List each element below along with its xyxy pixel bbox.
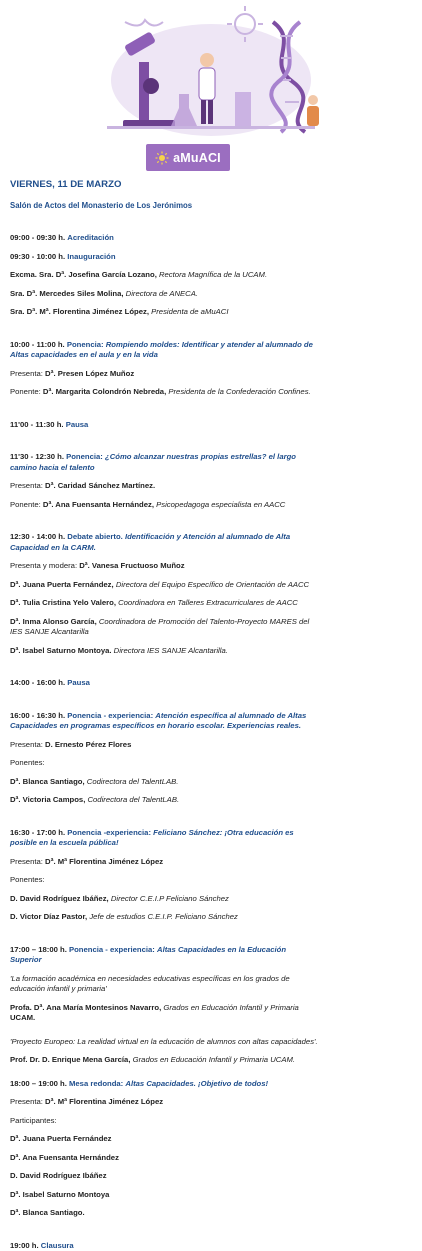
list-item: Presenta: Dª. Mª Florentina Jiménez López [10,1097,416,1108]
list-item: Ponente: Dª. Ana Fuensanta Hernández, Psicopedagoga especialista en AACC [10,500,416,511]
session-accreditation: 09:00 - 09:30 h. Acreditación [10,233,416,244]
list-item: Ponentes: [10,758,416,769]
event-venue: Salón de Actos del Monasterio de Los Jerónimos [10,200,416,211]
list-item: Dª. Tulia Cristina Yelo Valero, Coordinadora en Talleres Extracurriculares de AACC [10,598,416,609]
amuaci-logo [146,144,230,171]
list-item: Excma. Sra. Dª. Josefina García Lozano, Rectora Magnífica de la UCAM. [10,270,416,281]
session-inauguration: 09:30 - 10:00 h. Inauguración [10,252,416,263]
list-item: Dª. Isabel Saturno Montoya [10,1190,416,1201]
session-break-1: 11'00 - 11:30 h. Pausa [10,420,416,431]
science-illustration-icon [95,2,327,140]
list-item: Dª. Victoria Campos, Codirectora del TalentLAB. [10,795,416,806]
list-item: Presenta: D. Ernesto Pérez Flores [10,740,416,751]
list-item: Dª. Isabel Saturno Montoya. Directora IES SANJE Alcantarilla. [10,646,416,657]
session-debate: 12:30 - 14:00 h. Debate abierto. Identificación y Atención al alumnado de Alta [10,532,416,543]
list-item: Sra. Dª. Mª. Florentina Jiménez López, Presidenta de aMuACI [10,307,416,318]
session-experience-3: 17:00 – 18:00 h. Ponencia - experiencia: Altas Capacidades en la Educación [10,945,416,956]
list-item: D. David Rodríguez Ibáñez [10,1171,416,1182]
program: VIERNES, 11 DE MARZO Salón de Actos del Monasterio de Los Jerónimos 09:00 - 09:30 h. Acreditación 09:30 - 10:00 h. Inauguración Excma. Sra. Dª. Josefina García Lozano, Rectora Magnífica de la UCAM. Sra. Dª. Mercedes Siles Molina, Directora de ANECA. Sra. Dª. Mª. Florentina Jiménez López, Presidenta de aMuACI 10:00 - 11:00 h. Ponencia: Rompiendo moldes: Identificar y atender al alumnado de Altas capacidades en el aula y en la vida Presenta: Dª. Presen López Muñoz Ponente: Dª. Margarita Colondrón Nebreda, Presidenta de la Confederación Confines. 11'00 - 11:30 h. Pausa 11'30 - 12:30 h. Ponencia: ¿Cómo alcanzar nuestras propias estrellas? el largo camino hacia el talento Presenta: Dª. Caridad Sánchez Martínez. Ponente: Dª. Ana Fuensanta Hernández, Psicopedagoga especialista en AACC 12:30 - 14:00 h. Debate abierto. Identificación y Atención al alumnado de Alta Capacidad en la CARM. Presenta y modera: Dª. Vanesa Fructuoso Muñoz Dª. Juana Puerta Fernández, Directora del Equipo Específico de Orientación de AACC Dª. Tulia Cristina Yelo Valero, Coordinadora en Talleres Extracurriculares de AACC Dª. Inma Alonso García, Coordinadora de Promoción del Talento-Proyecto MARES del IES SANJE Alcantarilla Dª. Isabel Saturno Montoya. Directora IES SANJE Alcantarilla. 14:00 - 16:00 h. Pausa 16:00 - 16:30 h. Ponencia - experiencia: Atención específica al alumnado de Altas Capacidades en programas específicos en horario escolar. Experiencias reales. Presenta: D. Ernesto Pérez Flores Ponentes: Dª. Blanca Santiago, Codirectora del TalentLAB. Dª. Victoria Campos, Codirectora del TalentLAB. 16:30 - 17:00 h. Ponencia -experiencia: Feliciano Sánchez: ¡Otra educación es posible en la escuela pública! Presenta: Dª. Mª Florentina Jiménez López Ponentes: D. David Rodríguez Ibáñez, Director C.E.I.P Feliciano Sánchez D. Victor Díaz Pastor, Jefe de estudios C.E.I.P. Feliciano Sánchez 17:00 – 18:00 h. Ponencia - experiencia: Altas Capacidades en la Educación Superior 'La formación académica en necesidades educativas específicas en los grados de educación infantil y primaria' Profa. Dª. Ana María Montesinos Navarro, Grados en Educación Infantil y Primaria UCAM. 'Proyecto Europeo: La realidad virtual en la educación de alumnos con altas capacidades'. Prof. Dr. D. Enrique Mena García, Grados en Educación Infantil y Primaria UCAM. 18:00 – 19:00 h. Mesa redonda: Altas Capacidades. ¡Objetivo de todos! Presenta: Dª. Mª Florentina Jiménez López Participantes: Dª. Juana Puerta Fernández Dª. Ana Fuensanta Hernández D. David Rodríguez Ibáñez Dª. Isabel Saturno Montoya Dª. Blanca Santiago. 19:00 h. Clausura [10,178,416,1251]
list-item: Dª. Blanca Santiago, Codirectora del TalentLAB. [10,777,416,788]
event-date: VIERNES, 11 DE MARZO [10,178,416,191]
sun-icon [155,151,169,165]
session-closing: 19:00 h. Clausura [10,1241,416,1251]
list-item: Ponente: Dª. Margarita Colondrón Nebreda, Presidenta de la Confederación Confines. [10,387,416,398]
session-break-2: 14:00 - 16:00 h. Pausa [10,678,416,689]
list-item: Ponentes: [10,875,416,886]
list-item: Profa. Dª. Ana María Montesinos Navarro, Grados en Educación Infantil y Primaria [10,1003,416,1014]
session-experience-2: 16:30 - 17:00 h. Ponencia -experiencia: Feliciano Sánchez: ¡Otra educación es [10,828,416,839]
list-item: Sra. Dª. Mercedes Siles Molina, Directora de ANECA. [10,289,416,300]
list-item: D. Victor Díaz Pastor, Jefe de estudios C.E.I.P. Feliciano Sánchez [10,912,416,923]
list-item: Presenta y modera: Dª. Vanesa Fructuoso Muñoz [10,561,416,572]
list-item: Dª. Juana Puerta Fernández, Directora del Equipo Específico de Orientación de AACC [10,580,416,591]
list-item: Prof. Dr. D. Enrique Mena García, Grados en Educación Infantil y Primaria UCAM. [10,1055,416,1066]
talk-quote: 'La formación académica en necesidades educativas específicas en los grados de [10,974,416,985]
talk-quote: 'Proyecto Europeo: La realidad virtual en la educación de alumnos con altas capacidades'. [10,1037,416,1048]
list-item: D. David Rodríguez Ibáñez, Director C.E.I.P Feliciano Sánchez [10,894,416,905]
session-experience-1: 16:00 - 16:30 h. Ponencia - experiencia: Atención específica al alumnado de Altas [10,711,416,722]
list-item: Dª. Juana Puerta Fernández [10,1134,416,1145]
session-talk-2: 11'30 - 12:30 h. Ponencia: ¿Cómo alcanzar nuestras propias estrellas? el largo [10,452,416,463]
session-talk-1: 10:00 - 11:00 h. Ponencia: Rompiendo moldes: Identificar y atender al alumnado de [10,340,416,351]
list-item: Dª. Ana Fuensanta Hernández [10,1153,416,1164]
session-round-table: 18:00 – 19:00 h. Mesa redonda: Altas Capacidades. ¡Objetivo de todos! [10,1079,416,1090]
list-item: Dª. Blanca Santiago. [10,1208,416,1219]
logo-text: aMuACI [173,151,221,165]
list-item: Dª. Inma Alonso García, Coordinadora de Promoción del Talento-Proyecto MARES del [10,617,416,628]
list-item: Presenta: Dª. Mª Florentina Jiménez López [10,857,416,868]
list-item: Presenta: Dª. Presen López Muñoz [10,369,416,380]
header [0,0,422,172]
list-item: Participantes: [10,1116,416,1127]
list-item: Presenta: Dª. Caridad Sánchez Martínez. [10,481,416,492]
